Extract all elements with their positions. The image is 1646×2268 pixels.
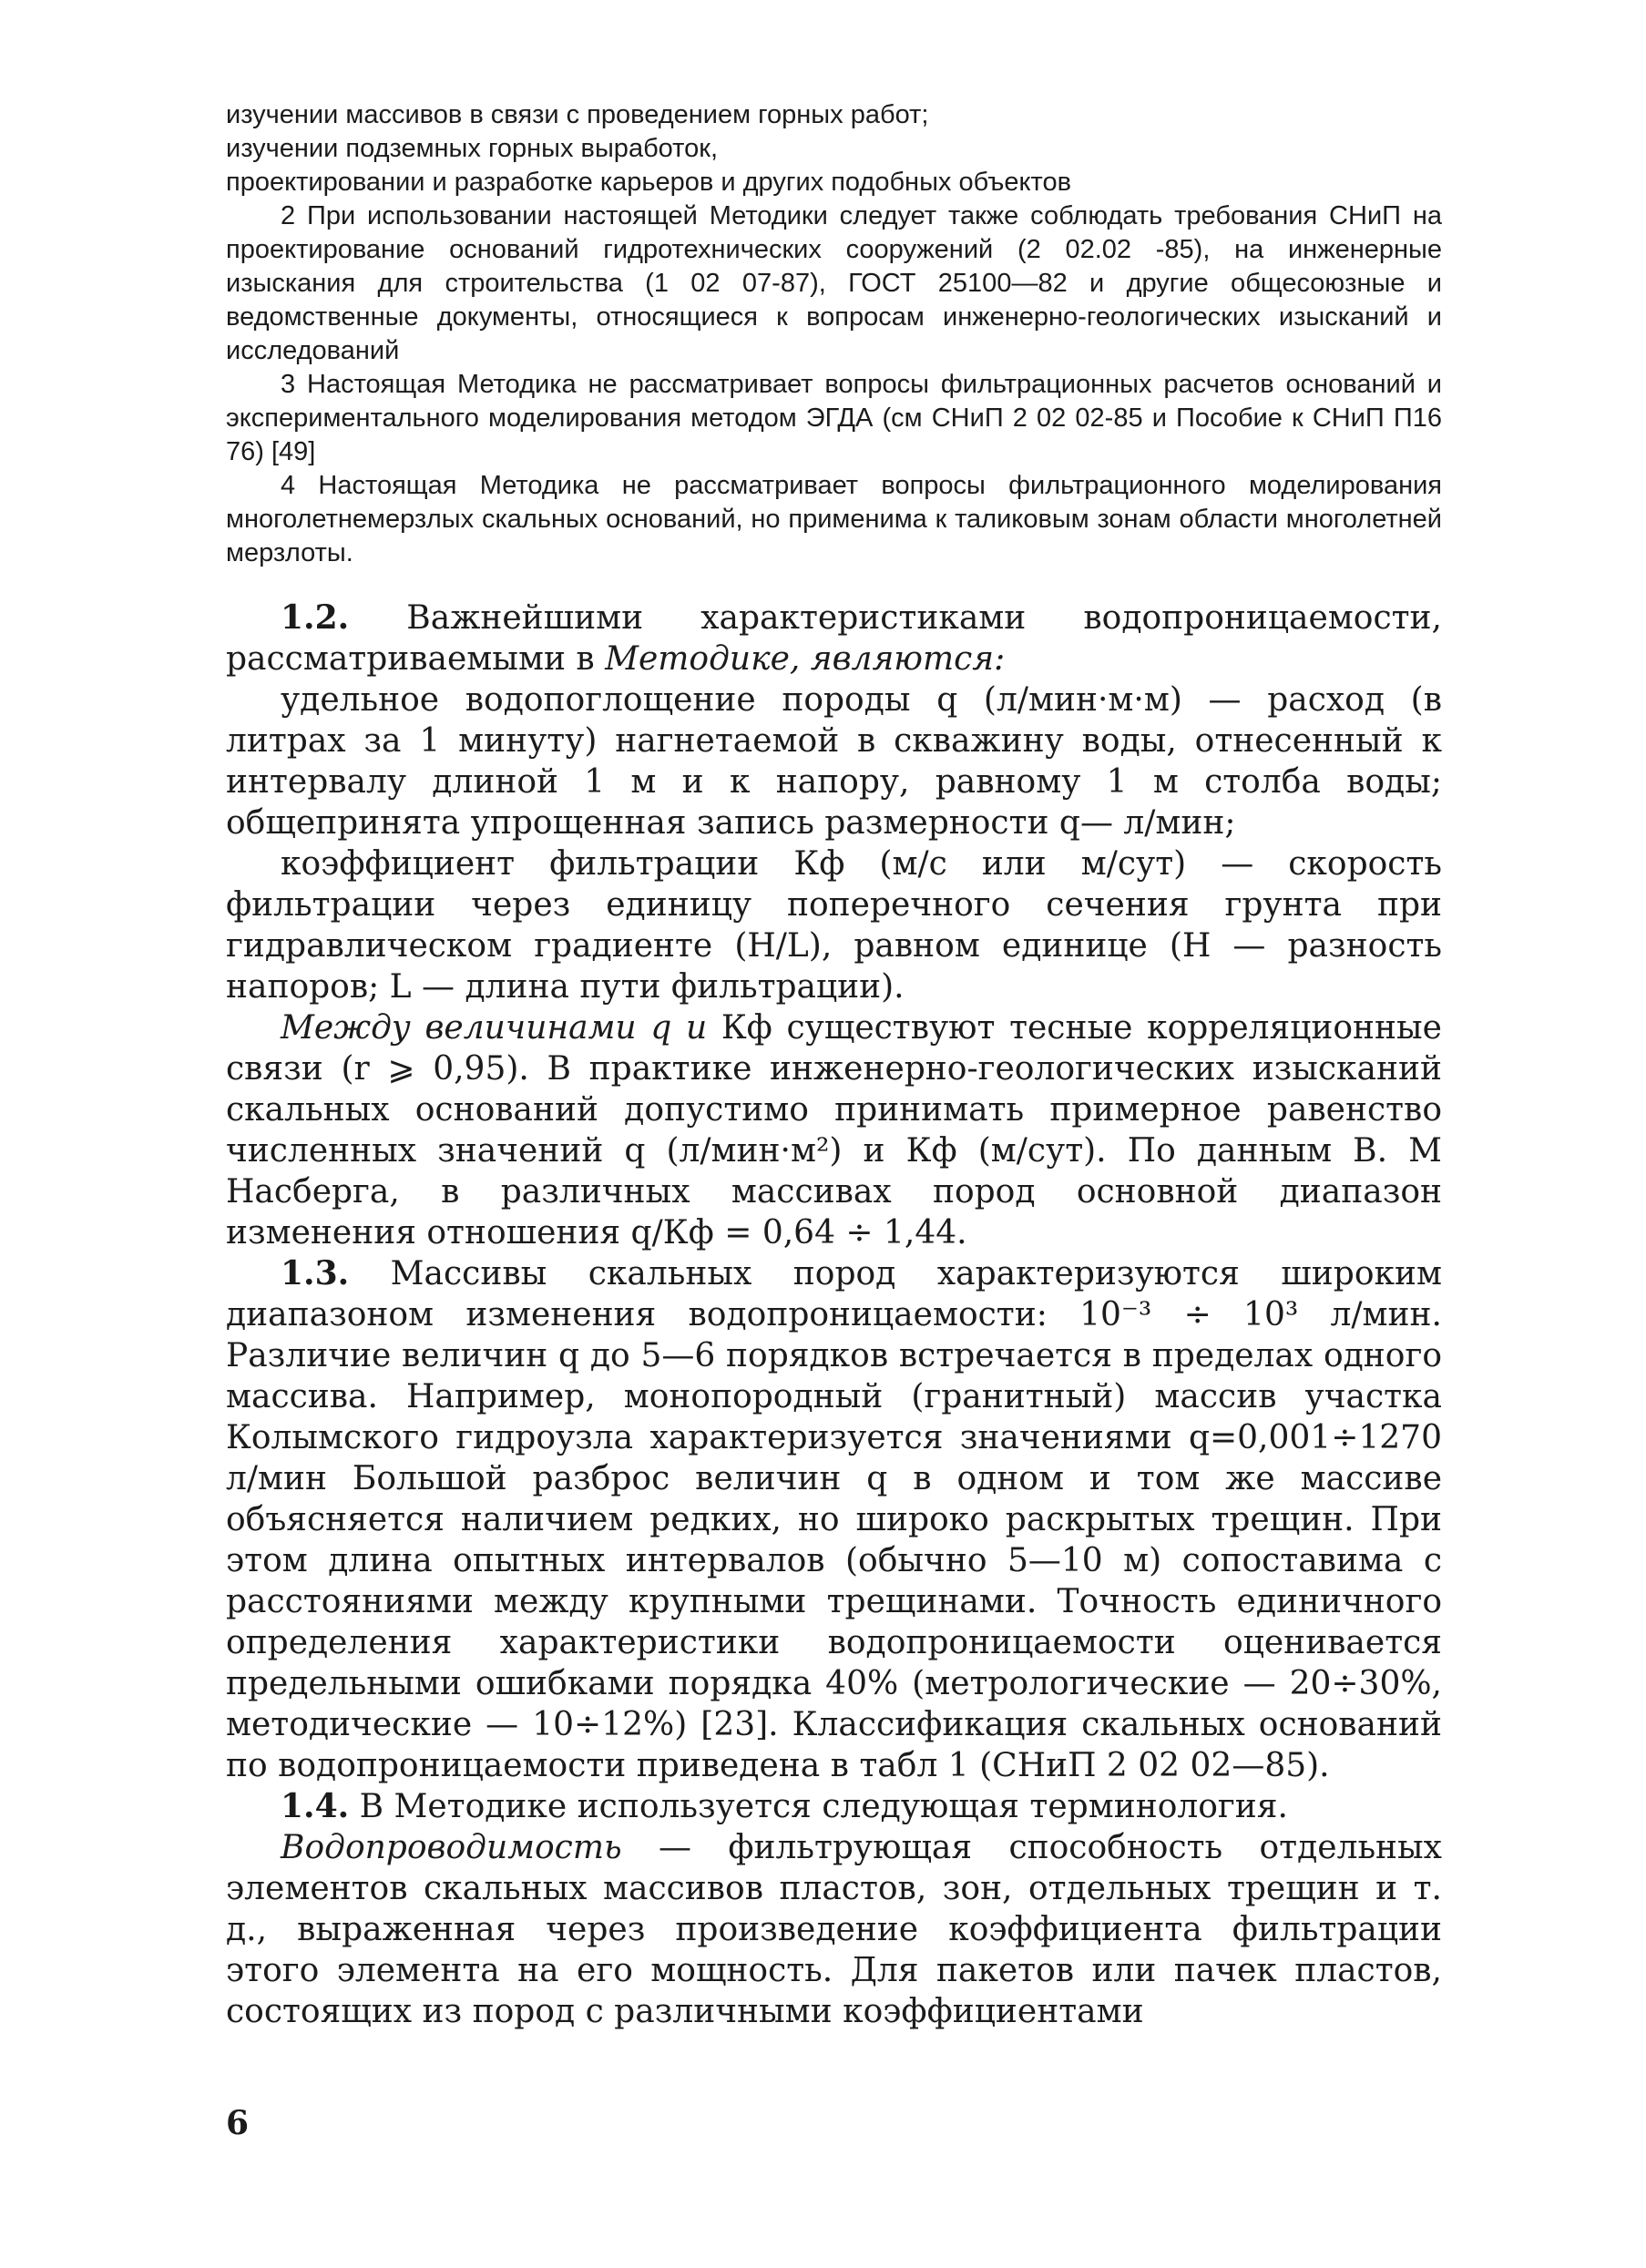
note-4: 4 Настоящая Методика не рассматривает вопросы фильтрационного моделирования многолетнемерзлых скальных оснований, но применима к таликовым зонам области многолетней мерзлоты. (226, 471, 1442, 567)
section-1-2-intro (226, 598, 1442, 679)
section-1-3-text: Массивы скальных пород характеризуются широким диапазоном изменения водопроницаемости: 10⁻³ ÷ 10³ л/мин. Различие величин q до 5—6 порядков встречается в пределах одного массива. Например, монопородный (гранитный) массив участка Колымского гидроузла характеризуется значениями q=0,001÷1270 л/мин Большой разброс величин q в одном и том же массиве объясняется наличием редких, но широко раскрытых трещин. При этом длина опытных интервалов (обычно 5—10 м) сопоставима с расстояниями между крупными трещинами. Точность единичного определения характеристики водопроницаемости оценивается предельными ошибками порядка 40% (метрологические — 20÷30%, методические — 10÷12%) [23]. Классификация скальных оснований по водопроницаемости приведена в табл 1 (СНиП 2 02 02—85). (226, 1255, 1442, 1784)
q-definition: удельное водопоглощение породы q (л/мин·м·м) — расход (в литрах за 1 минуту) нагнетаемой в скважину воды, отнесенный к интервалу длиной 1 м и к напору, равному 1 м столба воды; общепринята упрощенная запись размерности q— л/мин; (226, 681, 1442, 842)
section-1-2-intro-italic: Методике, являются: (605, 640, 1006, 678)
term: Водопроводимость (281, 1829, 622, 1866)
section-1-3 (226, 1253, 1442, 1786)
kf-definition: коэффициент фильтрации Кф (м/с или м/сут) — скорость фильтрации через единицу поперечного сечения грунта при гидравлическом градиенте (H/L), равном единице (H — разность напоров; L — длина пути фильтрации). (226, 845, 1442, 1006)
note-list-line-2: изучении подземных горных выработок, (226, 134, 718, 163)
correlation-italic: Между величинами q и (281, 1009, 708, 1047)
section-1-4-text: В Методике используется следующая терминология. (349, 1788, 1288, 1825)
section-number: 1.3. (281, 1254, 350, 1292)
section-number: 1.2. (281, 598, 350, 637)
note-3: 3 Настоящая Методика не рассматривает вопросы фильтрационных расчетов оснований и экспериментального моделирования методом ЭГДА (см СНиП 2 02 02-85 и Пособие к СНиП П16 76) [49] (226, 370, 1442, 466)
note-list-line-1: изучении массивов в связи с проведением горных работ; (226, 100, 929, 129)
notes-block (226, 98, 1442, 570)
term-def-text: — фильтрующая способность отдельных элементов скальных массивов пластов, зон, отдельных трещин и т. д., выраженная через произведение коэффициента фильтрации этого элемента на его мощность. Для пакетов или пачек пластов, состоящих из пород с различными коэффициентами (226, 1829, 1442, 2030)
section-1-2-intro-text: Важнейшими характеристиками водопроницаемости, рассматриваемыми в (226, 599, 1442, 678)
section-number: 1.4. (281, 1787, 350, 1825)
page-number: 6 (226, 2104, 250, 2142)
section-1-4 (226, 1786, 1442, 1827)
correlation-text: Кф существуют тесные корреляционные связи (r ⩾ 0,95). В практике инженерно-геологических изысканий скальных оснований допустимо принимать примерное равенство численных значений q (л/мин·м²) и Кф (м/сут). По данным В. М Насберга, в различных массивах пород основной диапазон изменения отношения q/Кф = 0,64 ÷ 1,44. (226, 1009, 1442, 1251)
correlation-paragraph (226, 1007, 1442, 1253)
note-list-line-3: проектировании и разработке карьеров и других подобных объектов (226, 168, 1071, 197)
main-text (226, 598, 1442, 2032)
page-body (226, 98, 1442, 2032)
note-2: 2 При использовании настоящей Методики следует также соблюдать требования СНиП на проектирование оснований гидротехнических сооружений (2 02.02 -85), на инженерные изыскания для строительства (1 02 07-87), ГОСТ 25100—82 и другие общесоюзные и ведомственные документы, относящиеся к вопросам инженерно-геологических изысканий и исследований (226, 201, 1442, 365)
term-definition (226, 1827, 1442, 2032)
